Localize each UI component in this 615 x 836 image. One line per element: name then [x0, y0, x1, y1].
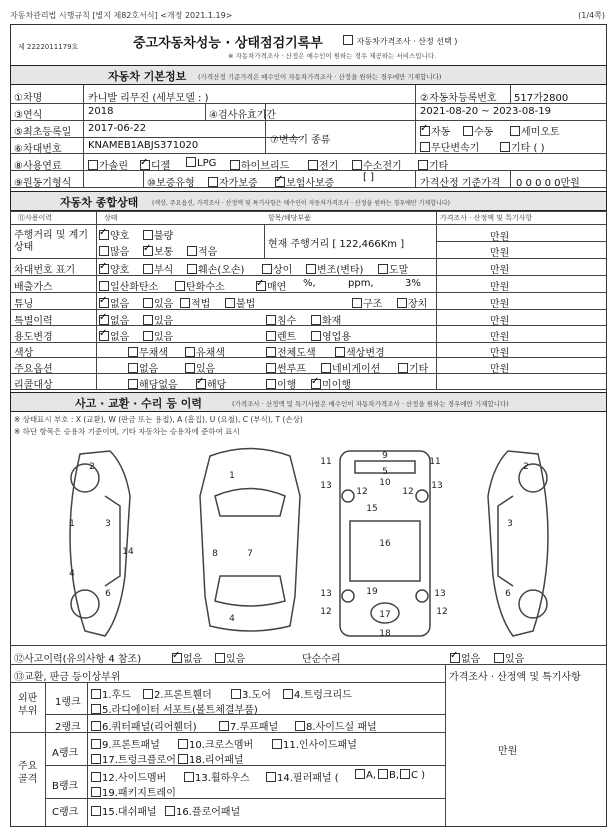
part-rear-panel[interactable]: 18.리어패널: [178, 751, 244, 766]
title-option: 자동차가격조사 · 산정 선택 ): [343, 35, 457, 47]
diagram-num-17: 17: [379, 610, 391, 620]
accident-none[interactable]: ✓ 없음: [172, 650, 202, 665]
basic-info-note: (가격산정 기준가격은 매수인이 자동차가격조사 · 산정을 원하는 경우에만 기재합니다): [198, 73, 442, 81]
diagram-num-15: 15: [366, 504, 378, 514]
car-damage-diagram: [10, 436, 607, 643]
part-door[interactable]: 3.도어: [231, 686, 271, 701]
recall-na[interactable]: 해당없음: [128, 376, 178, 391]
fuel-hybrid[interactable]: 하이브리드: [230, 157, 289, 172]
part-side-member[interactable]: 12.사이드멤버: [91, 769, 166, 784]
part-trunk-lid[interactable]: 4.트렁크리드: [283, 686, 352, 701]
doc-number: 제 2222011179호: [18, 43, 79, 51]
fuel-electric[interactable]: 전기: [308, 157, 338, 172]
main-frame-label: 주요 골격: [18, 761, 38, 785]
rank-b-label: B랭크: [52, 781, 79, 792]
part-package-tray[interactable]: 19.패키지트레이: [91, 784, 176, 799]
recall-not-done[interactable]: ✓ 미이행: [311, 376, 351, 391]
part-trunk-floor[interactable]: 17.트렁크플로어: [91, 751, 176, 766]
diagram-num-2b: 2: [523, 462, 529, 472]
tuning-yes[interactable]: 있음: [143, 295, 173, 310]
fuel-label: ⑧사용연료: [14, 161, 62, 172]
recall-label: 리콜대상: [14, 380, 53, 391]
special-price: 만원: [490, 316, 510, 327]
part-hood[interactable]: 1.후드: [91, 686, 131, 701]
fuel-hydrogen[interactable]: 수소전기: [352, 157, 402, 172]
part-front-panel[interactable]: 9.프론트패널: [91, 736, 160, 751]
color-achromatic[interactable]: 무채색: [128, 344, 168, 359]
odo-few[interactable]: 적음: [187, 243, 217, 258]
special-fire[interactable]: 화재: [311, 312, 341, 327]
pillar-b[interactable]: B,: [378, 769, 399, 781]
usage-yes[interactable]: 있음: [143, 328, 173, 343]
accident-legend: ※ 상태표시 부호 : X (교환), W (판금 또는 용접), A (흠집), U (요철), C (부식), T (손상): [14, 415, 303, 424]
diagram-num-12d: 12: [436, 607, 448, 617]
diagram-num-8: 8: [212, 549, 218, 559]
diagram-num-4: 4: [69, 569, 75, 579]
simple-repair-label: 단순수리: [302, 654, 341, 665]
odo-many[interactable]: 많음: [99, 243, 129, 258]
part-floor-panel[interactable]: 16.플로어패널: [165, 803, 240, 818]
part-inside-panel[interactable]: 11.인사이드패널: [272, 736, 357, 751]
diagram-num-13c: 13: [320, 589, 332, 599]
emission-unit-ppm: ppm,: [348, 278, 374, 289]
diagram-num-7: 7: [247, 549, 253, 559]
part-roof-panel[interactable]: 7.루프패널: [219, 718, 278, 733]
vin-damage[interactable]: 훼손(오손): [187, 261, 244, 276]
usage-rent[interactable]: 렌트: [266, 328, 296, 343]
diagram-num-6b: 6: [505, 589, 511, 599]
basic-info-heading: 자동차 기본정보: [108, 70, 187, 83]
trans-cvt[interactable]: 무단변속기: [420, 139, 479, 154]
diagram-num-14: 14: [122, 547, 134, 557]
trans-auto[interactable]: ✓자동: [420, 123, 450, 138]
odo-good[interactable]: ✓양호: [99, 227, 129, 242]
options-yes[interactable]: 있음: [185, 360, 215, 375]
transmission-label: ⑦변속기 종류: [270, 135, 331, 146]
odometer-label: 주행거리 및 계기상태: [14, 230, 88, 253]
diagram-num-18: 18: [379, 629, 391, 639]
reg-number-label: ②자동차등록번호: [420, 93, 497, 104]
diagram-num-1b: 1: [229, 471, 235, 481]
color-price: 만원: [490, 348, 510, 359]
part-pillar-panel[interactable]: 14.필러패널 (: [266, 769, 339, 784]
inspection-value: 2021-08-20 ~ 2023-08-19: [420, 106, 551, 117]
vin-altered[interactable]: 변조(변타): [306, 261, 363, 276]
color-label: 색상: [14, 348, 34, 359]
first-reg-value: 2017-06-22: [88, 123, 147, 134]
tuning-device[interactable]: 장치: [397, 295, 427, 310]
diagram-num-3: 3: [105, 519, 111, 529]
options-label: 주요옵션: [14, 364, 53, 375]
warranty-self[interactable]: 자가보증: [208, 174, 258, 189]
diagram-num-13b: 13: [431, 481, 443, 491]
accident-yes[interactable]: 있음: [215, 650, 245, 665]
diagram-num-12: 12: [356, 487, 368, 497]
overall-note: (색상, 주요옵션, 가격조사 · 산정액 및 특기사항은 매수인이 자동차가격조사 · 산정을 원하는 경우에만 기재합니다): [152, 200, 450, 207]
warranty-label: ⑩보증유형: [147, 178, 195, 189]
rank-1-label: 1랭크: [55, 697, 81, 708]
rank-2-label: 2랭크: [55, 722, 81, 733]
emission-hc[interactable]: 탄화수소: [175, 278, 225, 293]
odo-price-1: 만원: [490, 232, 510, 243]
diagram-num-13d: 13: [434, 589, 446, 599]
diagram-num-1: 1: [69, 519, 75, 529]
exchange-price-label: 가격조사 · 산정액 및 특기사항: [449, 672, 581, 683]
tuning-structure[interactable]: 구조: [352, 295, 382, 310]
overall-heading: 자동차 종합상태: [60, 196, 139, 209]
rank-c-label: C랭크: [52, 807, 79, 818]
tuning-none[interactable]: ✓ 없음: [99, 295, 129, 310]
price-base-value: 0 0 0 0 0만원: [516, 178, 580, 189]
emission-co[interactable]: 일산화탄소: [99, 278, 158, 293]
diagram-num-12c: 12: [320, 607, 332, 617]
options-other[interactable]: 기타: [398, 360, 428, 375]
law-reference: 자동차관리법 시행규칙 [별지 제82호서식] <개정 2021.1.19>: [10, 11, 233, 20]
inspection-label: ④검사유효기간: [209, 110, 276, 121]
exchange-price-value: 만원: [498, 746, 518, 757]
pillar-a[interactable]: A,: [355, 769, 376, 781]
emission-label: 배출가스: [14, 282, 53, 293]
accident-history-label: ⑫사고이력(유의사항 4 참조): [14, 654, 142, 665]
recall-applies[interactable]: ✓ 해당: [196, 376, 226, 391]
diagram-num-10: 10: [379, 478, 391, 488]
pillar-c[interactable]: C ): [400, 769, 425, 781]
special-none[interactable]: ✓ 없음: [99, 312, 129, 327]
warranty-insurer[interactable]: ✓ 보험사보증: [275, 174, 334, 189]
trans-manual[interactable]: 수동: [463, 123, 493, 138]
col-price: 가격조사 · 산정액 및 특기사항: [440, 214, 533, 222]
price-service-checkbox[interactable]: [343, 35, 353, 45]
color-change[interactable]: 색상변경: [335, 344, 385, 359]
diagram-num-6: 6: [105, 589, 111, 599]
bracket-mark: [ ]: [363, 172, 374, 183]
part-radiator-support[interactable]: 5.라디에이터 서포트(볼트체결부품): [91, 701, 258, 716]
form-title: 중고자동차성능 · 상태점검기록부: [133, 36, 323, 51]
title-note: ※ 자동차가격조사 · 산정은 매수인이 원하는 경우 제공하는 서비스입니다.: [228, 52, 437, 60]
special-flood[interactable]: 침수: [266, 312, 296, 327]
diagram-num-12b: 12: [402, 487, 414, 497]
year-label: ③연식: [14, 110, 43, 121]
emission-unit-pct: %,: [303, 278, 316, 289]
simple-repair-yes[interactable]: 있음: [494, 650, 524, 665]
options-none[interactable]: 없음: [128, 360, 158, 375]
special-label: 특별이력: [14, 316, 53, 327]
exchange-label: ⑬교환, 판금 등이상부위: [14, 672, 121, 683]
part-side-sill[interactable]: 8.사이드실 패널: [295, 718, 377, 733]
part-quarter-panel[interactable]: 6.쿼터패널(리어휀더): [91, 718, 197, 733]
vin-mismatch[interactable]: 상이: [262, 261, 292, 276]
accident-heading: 사고 · 교환 · 수리 등 이력: [75, 397, 202, 410]
color-chromatic[interactable]: 유채색: [185, 344, 225, 359]
fuel-gasoline[interactable]: 가솔린: [88, 157, 128, 172]
engine-type-label: ⑨원동기형식: [14, 178, 72, 189]
options-navigation[interactable]: 네비게이션: [321, 360, 380, 375]
price-base-label: 가격산정 기준가격: [420, 178, 501, 189]
odo-normal[interactable]: ✓ 보통: [143, 243, 173, 258]
car-name-label: ①차명: [14, 93, 43, 104]
tuning-label: 튜닝: [14, 299, 34, 310]
vin-value: KNAMEB1ABJS371020: [88, 140, 199, 151]
emission-smoke-value: 3%: [405, 278, 421, 289]
color-full-paint[interactable]: 전체도색: [266, 344, 316, 359]
part-cross-member[interactable]: 10.크로스멤버: [178, 736, 253, 751]
emission-price: 만원: [490, 282, 510, 293]
vin-price: 만원: [490, 265, 510, 276]
odo-reading: 현재 주행거리 [ 122,466Km ]: [268, 239, 405, 250]
fuel-lpg[interactable]: LPG: [186, 157, 216, 169]
rank-a-label: A랭크: [52, 748, 79, 759]
part-dash-panel[interactable]: 15.대쉬패널: [91, 803, 157, 818]
col-history: ⑪사용이력: [18, 214, 53, 222]
part-wheel-house[interactable]: 13.휠하우스: [184, 769, 250, 784]
tuning-legal[interactable]: 적법: [180, 295, 210, 310]
diagram-num-4b: 4: [229, 614, 235, 624]
fuel-diesel[interactable]: ✓ 디젤: [140, 157, 170, 172]
diagram-num-5: 5: [382, 467, 388, 477]
vin-label: ⑥차대번호: [14, 144, 62, 155]
accident-note: (가격조사 · 산정액 및 특기사항은 매수인이 자동차가격조사 · 산정을 원하는 경우에만 기재합니다): [232, 400, 509, 408]
accident-scope-note: ※ 하단 항목은 승용차 기준이며, 기타 자동차는 승용차에 준하여 표시: [14, 427, 240, 436]
year-value: 2018: [88, 106, 114, 117]
vin-good[interactable]: ✓ 양호: [99, 261, 129, 276]
diagram-num-16: 16: [379, 539, 391, 549]
odo-price-2: 만원: [490, 248, 510, 259]
usage-business[interactable]: 영업용: [311, 328, 351, 343]
outer-panel-label: 외판 부위: [18, 693, 38, 717]
page-indicator: (1/4쪽): [578, 11, 605, 20]
emission-smoke[interactable]: ✓ 매연: [256, 278, 286, 293]
part-front-fender[interactable]: 2.프론트휀더: [143, 686, 212, 701]
recall-done[interactable]: 이행: [266, 376, 296, 391]
usage-none[interactable]: ✓ 없음: [99, 328, 129, 343]
vin-mark-label: 차대번호 표기: [14, 265, 76, 276]
fuel-other[interactable]: 기타: [418, 157, 448, 172]
usage-label: 용도변경: [14, 332, 53, 343]
diagram-num-13: 13: [320, 481, 332, 491]
odo-bad[interactable]: 불량: [143, 227, 173, 242]
vin-rust[interactable]: 부식: [143, 261, 173, 276]
simple-repair-none[interactable]: ✓ 없음: [450, 650, 480, 665]
diagram-num-2: 2: [89, 462, 95, 472]
options-sunroof[interactable]: 썬루프: [266, 360, 306, 375]
special-yes[interactable]: 있음: [143, 312, 173, 327]
col-parts: 항목/해당부품: [268, 214, 311, 222]
col-status: 상태: [104, 214, 118, 222]
diagram-num-3b: 3: [507, 519, 513, 529]
diagram-num-9: 9: [382, 451, 388, 461]
options-price: 만원: [490, 364, 510, 375]
tuning-illegal[interactable]: 불법: [225, 295, 255, 310]
usage-price: 만원: [490, 332, 510, 343]
first-reg-label: ⑤최초등록일: [14, 127, 72, 138]
diagram-num-11: 11: [320, 457, 332, 467]
trans-semiauto[interactable]: 세미오토: [510, 123, 560, 138]
tuning-price: 만원: [490, 299, 510, 310]
reg-number-value: 517가2800: [514, 93, 569, 104]
trans-other[interactable]: 기타 ( ): [500, 139, 544, 154]
diagram-num-19: 19: [366, 587, 378, 597]
car-name-value: 카니발 리무진 (세부모델 : ): [88, 93, 209, 104]
vin-smeared[interactable]: 도말: [378, 261, 408, 276]
diagram-num-11b: 11: [429, 457, 441, 467]
